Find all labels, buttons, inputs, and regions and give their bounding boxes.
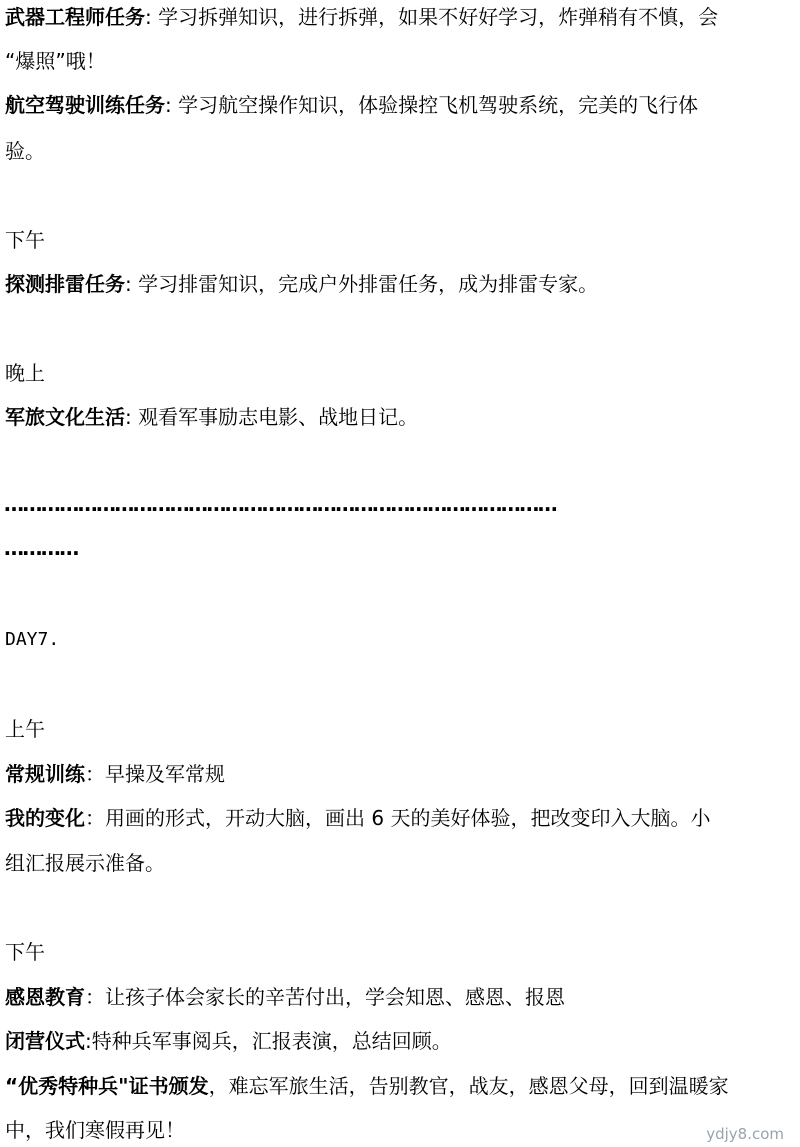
paragraph-gratitude-education xyxy=(5,985,565,1009)
text-line: “爆照”哦！ xyxy=(5,49,106,73)
task-description: ：用画的形式，开动大脑，画出 6 天的美好体验，把改变印入大脑。小 xyxy=(85,806,711,830)
task-title: 军旅文化生活 xyxy=(5,405,125,429)
task-description: : 学习排雷知识，完成户外排雷任务，成为排雷专家。 xyxy=(125,272,599,296)
task-description: :特种兵军事阅兵，汇报表演，总结回顾。 xyxy=(85,1029,452,1053)
watermark: ydjy8.com xyxy=(706,1125,784,1143)
time-label: 晚上 xyxy=(5,361,45,385)
task-title: 我的变化 xyxy=(5,806,85,830)
dotted-separator: ……………………………………………………………………………… xyxy=(4,492,557,516)
time-label: 下午 xyxy=(5,940,45,964)
task-description: : 学习拆弹知识，进行拆弹，如果不好好学习，炸弹稍有不慎，会 xyxy=(145,5,719,29)
paragraph-routine-training xyxy=(5,762,225,786)
paragraph-certificate-award xyxy=(5,1074,729,1098)
paragraph-aviation-training-task xyxy=(5,93,698,117)
section-heading-afternoon xyxy=(5,940,45,964)
task-title: 探测排雷任务 xyxy=(5,272,125,296)
task-title: “优秀特种兵"证书颁发 xyxy=(5,1074,209,1098)
task-description: ：让孩子体会家长的辛苦付出，学会知恩、感恩、报恩 xyxy=(85,985,565,1009)
text-line: 验。 xyxy=(5,139,45,163)
paragraph-weapons-engineer-task xyxy=(5,5,718,29)
paragraph-continuation xyxy=(5,1118,185,1142)
paragraph-closing-ceremony xyxy=(5,1029,452,1053)
paragraph-mine-detection-task xyxy=(5,272,598,296)
paragraph-continuation xyxy=(5,139,45,163)
section-heading-afternoon xyxy=(5,228,45,252)
time-label: 上午 xyxy=(5,717,45,741)
task-title: 航空驾驶训练任务 xyxy=(5,93,165,117)
text-line: 中，我们寒假再见！ xyxy=(5,1118,185,1142)
task-title: 闭营仪式 xyxy=(5,1029,85,1053)
task-title: 常规训练 xyxy=(5,762,85,786)
time-label: 下午 xyxy=(5,228,45,252)
text-line: 组汇报展示准备。 xyxy=(5,851,165,875)
task-description: ，难忘军旅生活，告别教官，战友，感恩父母，回到温暖家 xyxy=(208,1074,729,1098)
day-heading: DAY7. xyxy=(5,629,60,650)
task-title: 武器工程师任务 xyxy=(5,5,145,29)
paragraph-continuation xyxy=(5,49,106,73)
section-heading-morning xyxy=(5,717,45,741)
task-title: 感恩教育 xyxy=(5,985,85,1009)
task-description: ：早操及军常规 xyxy=(85,762,225,786)
paragraph-continuation xyxy=(5,851,165,875)
paragraph-my-changes xyxy=(5,806,710,830)
task-description: : 学习航空操作知识，体验操控飞机驾驶系统，完美的飞行体 xyxy=(165,93,699,117)
paragraph-military-culture xyxy=(5,405,418,429)
dotted-separator-end: ………… xyxy=(4,536,78,560)
task-description: : 观看军事励志电影、战地日记。 xyxy=(125,405,419,429)
section-heading-evening xyxy=(5,361,45,385)
